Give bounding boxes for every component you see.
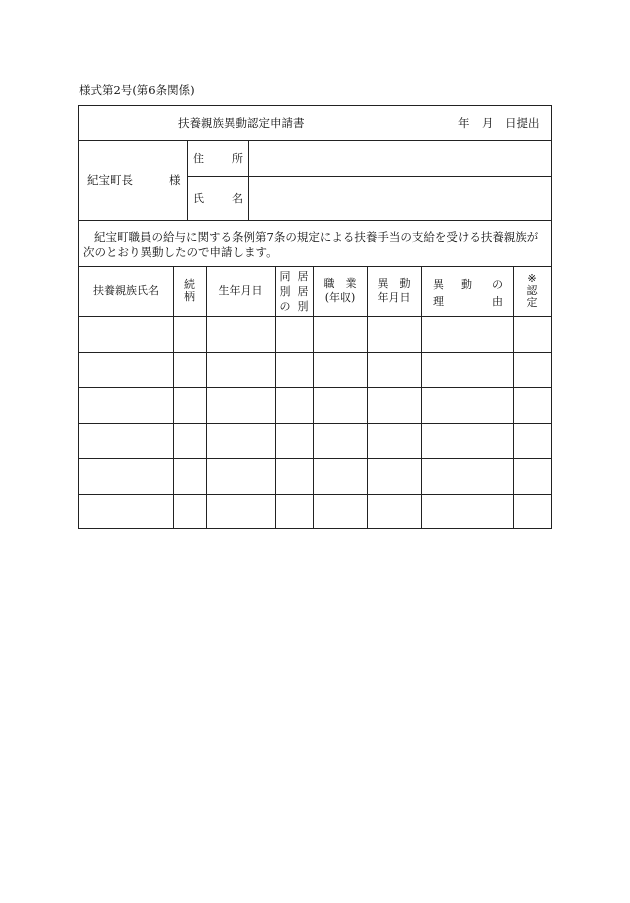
- table-cell[interactable]: [421, 352, 513, 387]
- table-cell[interactable]: [79, 458, 173, 494]
- address-label-char-1: 住: [193, 152, 204, 165]
- header-approval-char: ※: [527, 272, 537, 285]
- addressee-name: 紀宝町長: [87, 173, 133, 187]
- name-label-char-2: 名: [232, 192, 243, 205]
- table-cell[interactable]: [313, 387, 367, 423]
- header-cohabitation-char: 別: [297, 299, 309, 313]
- table-cell[interactable]: [79, 316, 173, 352]
- table-cell[interactable]: [513, 494, 551, 528]
- table-cell[interactable]: [173, 352, 206, 387]
- table-cell[interactable]: [79, 494, 173, 528]
- header-birth-date: 生年月日: [218, 284, 263, 297]
- date-submitted-label: 日提出: [505, 116, 540, 130]
- header-change-date: [367, 266, 421, 316]
- header-occupation: [313, 266, 367, 316]
- address-label-char-2: 所: [232, 152, 243, 165]
- name-field[interactable]: [255, 193, 545, 207]
- table-cell[interactable]: [421, 458, 513, 494]
- header-relationship: [173, 266, 206, 316]
- table-cell[interactable]: [173, 423, 206, 458]
- table-cell[interactable]: [313, 316, 367, 352]
- table-cell[interactable]: [206, 494, 275, 528]
- application-form: [78, 105, 552, 529]
- table-cell[interactable]: [206, 316, 275, 352]
- header-reason-char: 異: [433, 278, 444, 291]
- header-reason-char: 理: [433, 295, 444, 308]
- table-cell[interactable]: [173, 316, 206, 352]
- table-cell[interactable]: [313, 494, 367, 528]
- header-occupation-line: (年収): [324, 291, 356, 304]
- header-reason-char: 由: [492, 295, 503, 308]
- table-cell[interactable]: [421, 316, 513, 352]
- divider: [187, 140, 188, 220]
- divider: [248, 140, 249, 220]
- header-cohabitation-char: 同: [279, 269, 291, 283]
- table-cell[interactable]: [421, 387, 513, 423]
- date-year-label: 年: [458, 116, 470, 130]
- header-occupation-line: 職 業: [323, 277, 357, 290]
- divider: [187, 176, 551, 177]
- table-cell[interactable]: [206, 352, 275, 387]
- table-cell[interactable]: [79, 352, 173, 387]
- table-cell[interactable]: [313, 458, 367, 494]
- table-cell[interactable]: [513, 316, 551, 352]
- divider: [79, 140, 551, 141]
- table-cell[interactable]: [367, 494, 421, 528]
- header-approval-char: 認: [526, 284, 538, 297]
- header-relationship-char: 柄: [184, 290, 195, 303]
- header-dependent-name: 扶養親族氏名: [93, 284, 159, 297]
- header-relationship-char: 続: [184, 278, 195, 291]
- name-label-char-1: 氏: [193, 192, 204, 205]
- header-cohabitation: [275, 266, 313, 316]
- table-cell[interactable]: [173, 458, 206, 494]
- table-cell[interactable]: [313, 423, 367, 458]
- form-number-label: 様式第2号(第6条関係): [79, 83, 195, 97]
- header-reason-char: 動: [461, 278, 472, 291]
- header-reason-char: の: [492, 278, 503, 291]
- table-cell[interactable]: [513, 423, 551, 458]
- table-cell[interactable]: [513, 387, 551, 423]
- table-cell[interactable]: [367, 316, 421, 352]
- table-cell[interactable]: [275, 352, 313, 387]
- header-change-date-line: 異 動: [377, 277, 411, 290]
- form-title: 扶養親族異動認定申請書: [178, 116, 305, 130]
- table-cell[interactable]: [313, 352, 367, 387]
- table-cell[interactable]: [421, 423, 513, 458]
- header-approval-char: 定: [526, 296, 538, 309]
- header-change-reason: [421, 266, 513, 316]
- header-cohabitation-char: 別: [279, 284, 291, 298]
- header-cohabitation-char: 居: [297, 269, 309, 283]
- divider: [79, 220, 551, 221]
- intro-paragraph: 紀宝町職員の給与に関する条例第7条の規定による扶養手当の支給を受ける扶養親族が次のとおり異動したので申請します。: [83, 230, 539, 259]
- table-cell[interactable]: [421, 494, 513, 528]
- table-cell[interactable]: [513, 352, 551, 387]
- table-cell[interactable]: [173, 494, 206, 528]
- header-change-date-line: 年月日: [377, 291, 411, 304]
- table-cell[interactable]: [367, 458, 421, 494]
- table-cell[interactable]: [275, 494, 313, 528]
- header-approval: [513, 266, 551, 316]
- table-cell[interactable]: [275, 423, 313, 458]
- table-cell[interactable]: [367, 423, 421, 458]
- header-cohabitation-char: 居: [297, 284, 309, 298]
- date-month-label: 月: [482, 116, 494, 130]
- table-cell[interactable]: [367, 352, 421, 387]
- table-cell[interactable]: [173, 387, 206, 423]
- table-cell[interactable]: [275, 387, 313, 423]
- table-cell[interactable]: [206, 423, 275, 458]
- table-cell[interactable]: [79, 387, 173, 423]
- table-cell[interactable]: [206, 458, 275, 494]
- table-cell[interactable]: [275, 458, 313, 494]
- header-cohabitation-char: の: [279, 299, 291, 313]
- address-field[interactable]: [255, 153, 545, 167]
- table-cell[interactable]: [206, 387, 275, 423]
- table-cell[interactable]: [275, 316, 313, 352]
- table-cell[interactable]: [367, 387, 421, 423]
- table-cell[interactable]: [513, 458, 551, 494]
- addressee-honorific: 様: [169, 173, 181, 187]
- table-cell[interactable]: [79, 423, 173, 458]
